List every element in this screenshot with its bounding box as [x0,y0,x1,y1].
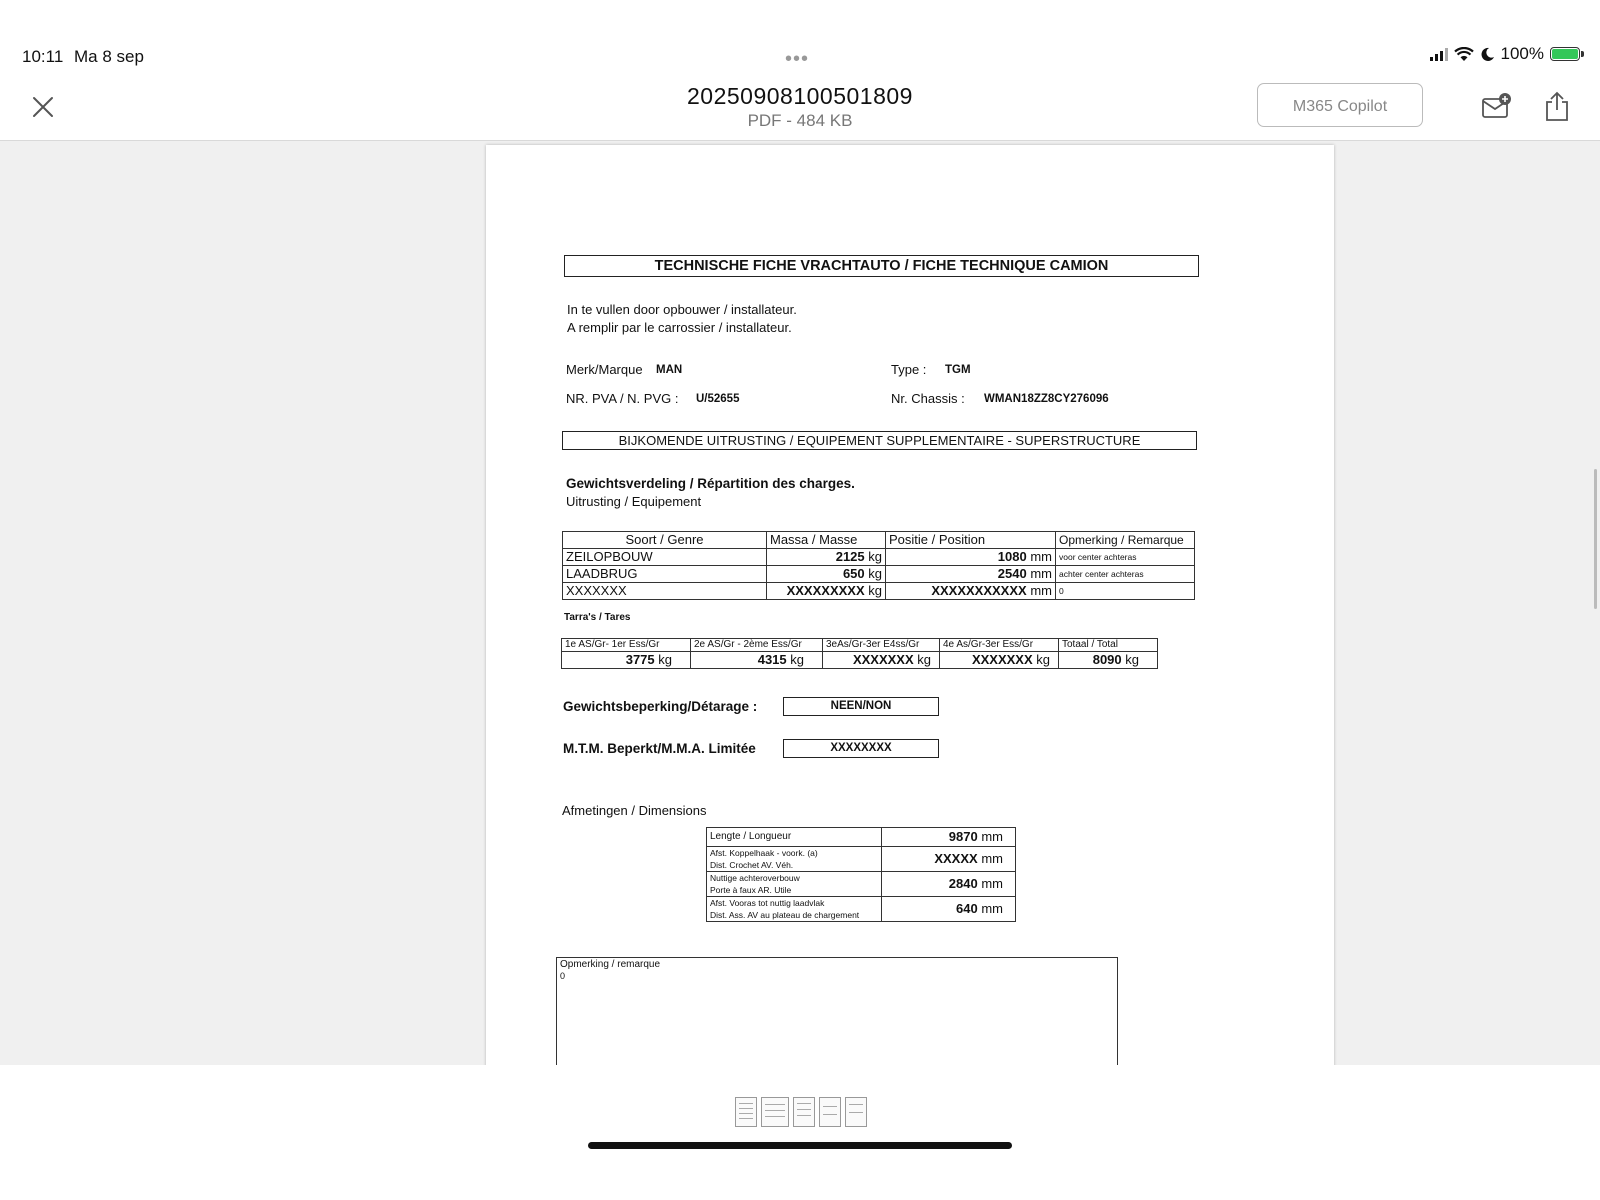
tare-value: 8090 [1092,652,1122,667]
table-header-cell: Soort / Genre [563,532,767,549]
tare-unit: kg [917,652,931,667]
table-row [707,897,1016,922]
dimension-unit: mm [981,851,1003,866]
tares-label: Tarra's / Tares [564,612,631,623]
battery-percentage: 100% [1500,44,1544,63]
table-row [563,549,1195,566]
table-cell: ZEILOPBOUW [563,549,767,566]
dimension-value: 640 [956,901,978,916]
weight-distribution-title: Gewichtsverdeling / Répartition des charges. [566,476,855,491]
status-bar [0,0,1600,80]
pdf-page [486,145,1334,1065]
position-value: 2540 [997,566,1027,581]
table-row [707,828,1016,847]
table-header-cell: 4e As/Gr-3er Ess/Gr [940,639,1059,652]
table-cell [767,583,886,600]
status-indicators [1430,44,1580,64]
dimension-value: 2840 [948,876,978,891]
doc-title: TECHNISCHE FICHE VRACHTAUTO / FICHE TECHNIQUE CAMION [564,255,1199,277]
home-indicator[interactable] [588,1142,1012,1149]
table-cell: voor center achteras [1056,549,1195,566]
table-cell: 0 [1056,583,1195,600]
dimension-unit: mm [981,876,1003,891]
cellular-signal-icon [1430,47,1448,61]
merk-label: Merk/Marque [566,362,643,377]
battery-icon [1550,47,1580,61]
pdf-viewer[interactable] [0,141,1600,1065]
merk-value: MAN [656,364,683,376]
table-header-cell: 2e AS/Gr - 2ème Ess/Gr [691,639,823,652]
page-thumbnail[interactable] [819,1097,841,1127]
dimension-value: 9870 [948,829,978,844]
remark-value: 0 [560,971,566,981]
table-cell [882,847,1016,872]
mtm-label: M.T.M. Beperkt/M.M.A. Limitée [563,741,756,756]
pva-value: U/52655 [696,393,740,405]
mass-value: 2125 [835,549,865,564]
chassis-label: Nr. Chassis : [891,391,965,406]
dimensions-table [706,827,1016,922]
mass-unit: kg [868,583,882,598]
mail-add-icon[interactable] [1480,90,1514,124]
doc-intro-nl: In te vullen door opbouwer / installateur. [567,302,797,317]
dimension-label: Afst. Vooras tot nuttig laadvlak [710,898,825,908]
tare-unit: kg [658,652,672,667]
table-cell [707,872,882,897]
dimension-unit: mm [981,901,1003,916]
table-cell: XXXXXXX [563,583,767,600]
remark-label: Opmerking / remarque [560,959,661,970]
position-unit: mm [1030,549,1052,564]
tare-value: 4315 [757,652,787,667]
page-thumbnail[interactable] [793,1097,815,1127]
dimension-label-fr: Porte à faux AR. Utile [710,885,792,895]
table-header-cell: Massa / Masse [767,532,886,549]
bottom-bar [0,1065,1600,1200]
doc-intro-fr: A remplir par le carrossier / installateur. [567,320,792,335]
table-cell [1059,652,1158,669]
table-header-row [563,532,1195,549]
detarage-label: Gewichtsbeperking/Détarage : [563,699,758,714]
page-thumbnail[interactable] [761,1097,789,1127]
table-cell: achter center achteras [1056,566,1195,583]
mass-unit: kg [868,566,882,581]
table-row [563,583,1195,600]
status-time: 10:11 [22,47,64,66]
dimension-label-fr: Dist. Crochet AV. Véh. [710,860,794,870]
tare-value: 3775 [625,652,655,667]
mtm-value: XXXXXXXX [783,739,939,758]
remark-box [556,957,1118,1065]
dimension-label: Nuttige achteroverbouw [710,873,800,883]
pva-label: NR. PVA / N. PVG : [566,391,679,406]
table-row [707,872,1016,897]
type-label: Type : [891,362,927,377]
status-date: Ma 8 sep [74,47,144,66]
mass-value: 650 [842,566,865,581]
table-cell [707,847,882,872]
table-cell [886,583,1056,600]
table-row [707,847,1016,872]
position-unit: mm [1030,583,1052,598]
position-value: XXXXXXXXXXX [931,583,1027,598]
chassis-value: WMAN18ZZ8CY276096 [984,393,1109,405]
table-cell [886,566,1056,583]
table-cell [886,549,1056,566]
document-title: 20250908100501809 [687,83,913,109]
wifi-icon [1454,47,1474,62]
moon-icon [1480,47,1495,62]
dimension-unit: mm [981,829,1003,844]
dimension-label: Afst. Koppelhaak - voork. (a) [710,848,818,858]
position-value: 1080 [997,549,1027,564]
table-header-cell: Opmerking / Remarque [1056,532,1195,549]
document-header [0,80,1600,141]
equipment-table [562,531,1195,600]
table-cell [882,828,1016,847]
table-cell [882,897,1016,922]
table-header-cell: Totaal / Total [1059,639,1158,652]
table-cell [823,652,940,669]
page-thumbnail[interactable] [735,1097,757,1127]
table-cell [691,652,823,669]
dimension-label-fr: Dist. Ass. AV au plateau de chargement [710,910,860,920]
tare-value: XXXXXXX [971,652,1033,667]
weight-distribution-sub: Uitrusting / Equipement [566,494,702,509]
section-title: BIJKOMENDE UITRUSTING / EQUIPEMENT SUPPLEMENTAIRE - SUPERSTRUCTURE [562,431,1197,450]
table-cell: Lengte / Longueur [707,828,882,847]
dimensions-title: Afmetingen / Dimensions [562,803,707,818]
table-row [562,652,1158,669]
table-cell [767,549,886,566]
table-header-cell: 3eAs/Gr-3er E4ss/Gr [823,639,940,652]
table-cell [882,872,1016,897]
mass-unit: kg [868,549,882,564]
tare-unit: kg [1036,652,1050,667]
table-cell [767,566,886,583]
multitasking-dots-icon[interactable]: ••• [785,48,810,70]
scroll-indicator[interactable] [1594,469,1597,609]
table-header-row [562,639,1158,652]
tare-value: XXXXXXX [852,652,914,667]
mass-value: XXXXXXXXX [786,583,865,598]
table-cell [707,897,882,922]
position-unit: mm [1030,566,1052,581]
detarage-value: NEEN/NON [783,697,939,716]
tare-unit: kg [1125,652,1139,667]
table-cell [562,652,691,669]
share-icon[interactable] [1540,90,1574,124]
document-subtitle: PDF - 484 KB [747,111,853,130]
table-header-cell: Positie / Position [886,532,1056,549]
copilot-open-button[interactable]: M365 Copilot [1257,83,1423,127]
page-thumbnail[interactable] [845,1097,867,1127]
dimension-value: XXXXX [934,851,978,866]
table-row [563,566,1195,583]
page-thumbnails [735,1097,867,1127]
tare-unit: kg [790,652,804,667]
table-cell: LAADBRUG [563,566,767,583]
tares-table [561,638,1158,669]
table-cell [940,652,1059,669]
table-header-cell: 1e AS/Gr- 1er Ess/Gr [562,639,691,652]
type-value: TGM [945,364,971,376]
